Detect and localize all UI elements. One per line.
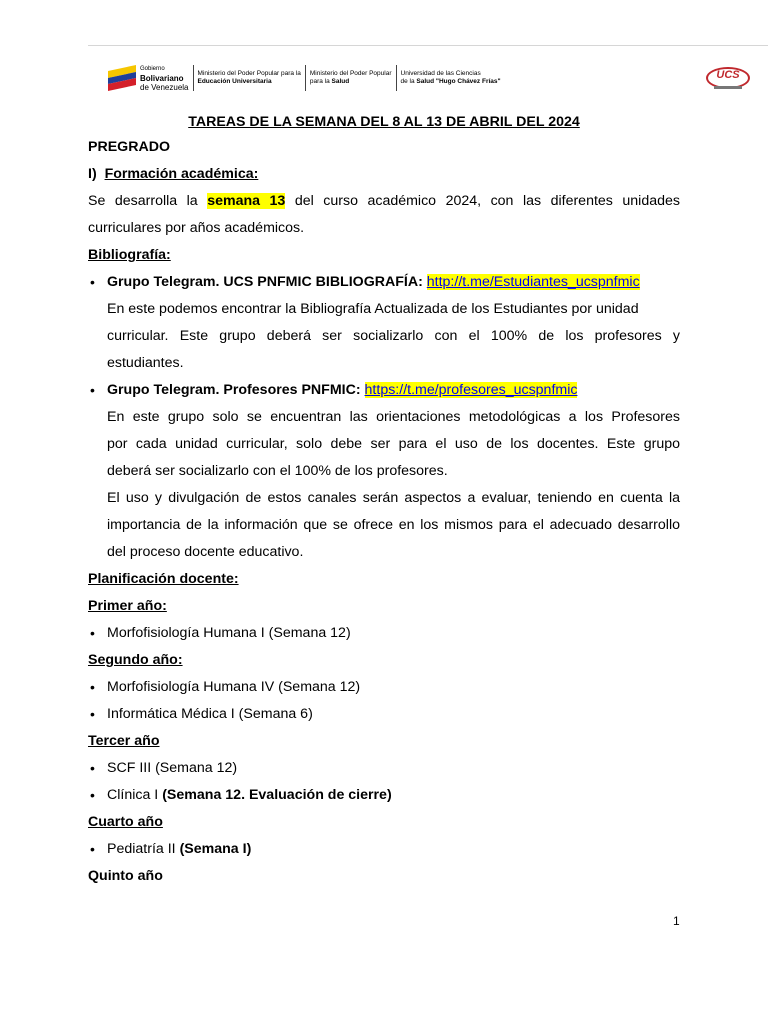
university-name: Universidad de las Ciencias de la Salud "Hugo Chávez Frías"	[400, 70, 501, 85]
subsection-heading: I) Formación académica:	[88, 166, 259, 182]
list-item: • Morfofisiología Humana I (Semana 12)	[88, 620, 680, 647]
paragraph-line: curricular. Este grupo deberá ser socializarlo con el 100% de los profesores y	[107, 328, 680, 344]
planning-heading: Planificación docente:	[88, 571, 239, 587]
list-item-telegram-students: • Grupo Telegram. UCS PNFMIC BIBLIOGRAFÍA: http://t.me/Estudiantes_ucspnfmic	[88, 269, 680, 296]
year-heading-5: Quinto año	[88, 868, 163, 884]
header-separator	[396, 65, 397, 91]
year-heading-3: Tercer año	[88, 733, 160, 749]
top-divider	[88, 45, 768, 46]
government-logo-text: Gobierno Bolivariano de Venezuela	[140, 65, 189, 92]
header-separator	[305, 65, 306, 91]
paragraph-line: En este grupo solo se encuentran las orientaciones metodológicas a los Profesores	[107, 409, 680, 425]
venezuela-flag-icon	[108, 65, 136, 91]
year-heading-2: Segundo año:	[88, 652, 183, 668]
paragraph-line: deberá ser socializarlo con el 100% de los profesores.	[107, 463, 448, 479]
section-heading: PREGRADO	[88, 139, 170, 155]
list-item: • Pediatría II (Semana I)	[88, 836, 680, 863]
ministry-health: Ministerio del Poder Popular para la Salud	[309, 70, 392, 85]
document-body	[88, 110, 680, 890]
intro-paragraph-line: curriculares por años académicos.	[88, 220, 305, 236]
list-item: • SCF III (Semana 12)	[88, 755, 680, 782]
week-highlight: semana 13	[207, 193, 286, 209]
telegram-students-link[interactable]: http://t.me/Estudiantes_ucspnfmic	[426, 274, 640, 290]
list-item: • Clínica I (Semana 12. Evaluación de cierre)	[88, 782, 680, 809]
bibliography-heading: Bibliografía:	[88, 247, 171, 263]
list-item: • Informática Médica I (Semana 6)	[88, 701, 680, 728]
paragraph-line: El uso y divulgación de estos canales serán aspectos a evaluar, teniendo en cuenta la	[107, 490, 680, 506]
page-title: TAREAS DE LA SEMANA DEL 8 AL 13 DE ABRIL DEL 2024	[188, 114, 580, 130]
paragraph-line: del proceso docente educativo.	[107, 544, 304, 560]
page-number: 1	[673, 914, 680, 928]
ministry-education: Ministerio del Poder Popular para la Educación Universitaria	[197, 70, 301, 85]
institutional-header	[108, 62, 748, 94]
paragraph-line: En este podemos encontrar la Bibliografía Actualizada de los Estudiantes por unidad	[107, 301, 639, 317]
list-item-telegram-professors: • Grupo Telegram. Profesores PNFMIC: https://t.me/profesores_ucspnfmic	[88, 377, 680, 404]
paragraph-line: importancia de la información que se ofrece en los mismos para el adecuado desarrollo	[107, 517, 680, 533]
paragraph-line: estudiantes.	[107, 355, 184, 371]
header-separator	[193, 65, 194, 91]
ucs-logo-icon: UCS	[706, 65, 748, 91]
year-heading-4: Cuarto año	[88, 814, 163, 830]
intro-paragraph-line: Se desarrolla la semana 13 del curso académico 2024, con las diferentes unidades	[88, 193, 680, 209]
year-heading-1: Primer año:	[88, 598, 167, 614]
paragraph-line: por cada unidad curricular, solo debe ser para el uso de los docentes. Este grupo	[107, 436, 680, 452]
list-item: • Morfofisiología Humana IV (Semana 12)	[88, 674, 680, 701]
telegram-professors-link[interactable]: https://t.me/profesores_ucspnfmic	[364, 382, 578, 398]
